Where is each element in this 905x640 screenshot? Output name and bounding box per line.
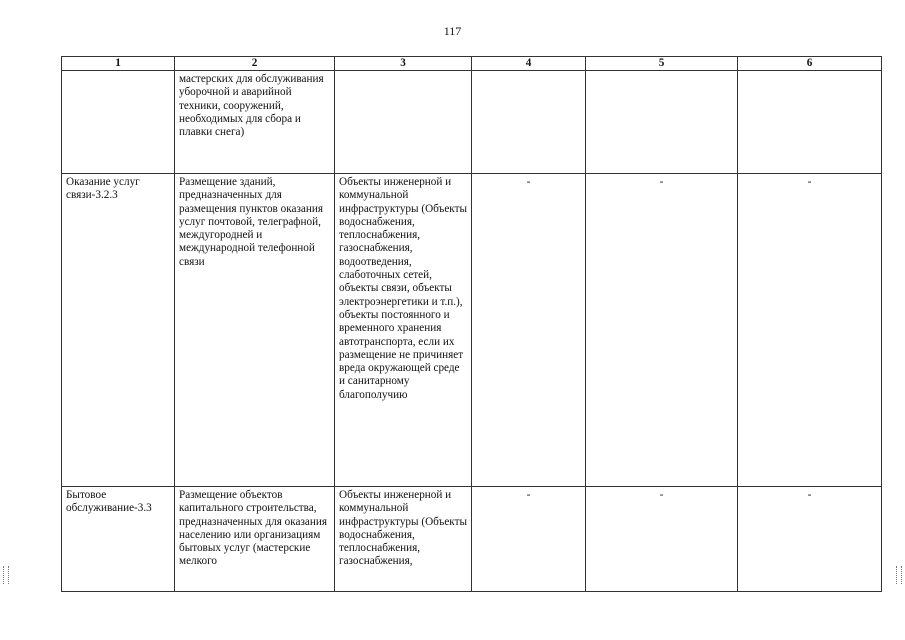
table-cell: Размещение зданий, предназначенных для размещения пунктов оказания услуг почтовой, телеграфной, междугородней и международной телефонной связи xyxy=(175,174,335,487)
column-header: 2 xyxy=(175,57,335,71)
table-cell: Бытовое обслуживание-3.3 xyxy=(62,487,175,592)
table-cell: Объекты инженерной и коммунальной инфраструктуры (Объекты водоснабжения, теплоснабжения, газоснабжения, водоотведения, слаботочных сетей, объекты связи, объекты электроэнергетики и т.п.), объекты постоянного и временного хранения автотранспорта, если их размещение не причиняет вреда окружающей среде и санитарному благополучию xyxy=(335,174,472,487)
table-cell: Объекты инженерной и коммунальной инфраструктуры (Объекты водоснабжения, теплоснабжения, газоснабжения, xyxy=(335,487,472,592)
table-cell xyxy=(62,71,175,174)
table-cell xyxy=(738,71,882,174)
column-header: 1 xyxy=(62,57,175,71)
binder-mark xyxy=(3,566,9,584)
table-cell xyxy=(472,71,586,174)
table-cell: - xyxy=(586,174,738,487)
column-header: 6 xyxy=(738,57,882,71)
table-cell: Оказание услуг связи-3.2.3 xyxy=(62,174,175,487)
table-header-row xyxy=(62,57,882,71)
document-table xyxy=(61,56,882,592)
table-row xyxy=(62,71,882,174)
binder-mark xyxy=(896,566,902,584)
table-cell xyxy=(586,71,738,174)
page-number: 117 xyxy=(443,24,462,38)
table-cell: - xyxy=(472,487,586,592)
column-header: 4 xyxy=(472,57,586,71)
table-row xyxy=(62,487,882,592)
table-cell: Размещение объектов капитального строительства, предназначенных для оказания населению или организациям бытовых услуг (мастерские мелкого xyxy=(175,487,335,592)
column-header: 5 xyxy=(586,57,738,71)
table-cell xyxy=(335,71,472,174)
table-row xyxy=(62,174,882,487)
table-cell: - xyxy=(586,487,738,592)
table-cell: - xyxy=(472,174,586,487)
table-cell: мастерских для обслуживания уборочной и аварийной техники, сооружений, необходимых для сбора и плавки снега) xyxy=(175,71,335,174)
column-header: 3 xyxy=(335,57,472,71)
table-cell: - xyxy=(738,487,882,592)
table-cell: - xyxy=(738,174,882,487)
